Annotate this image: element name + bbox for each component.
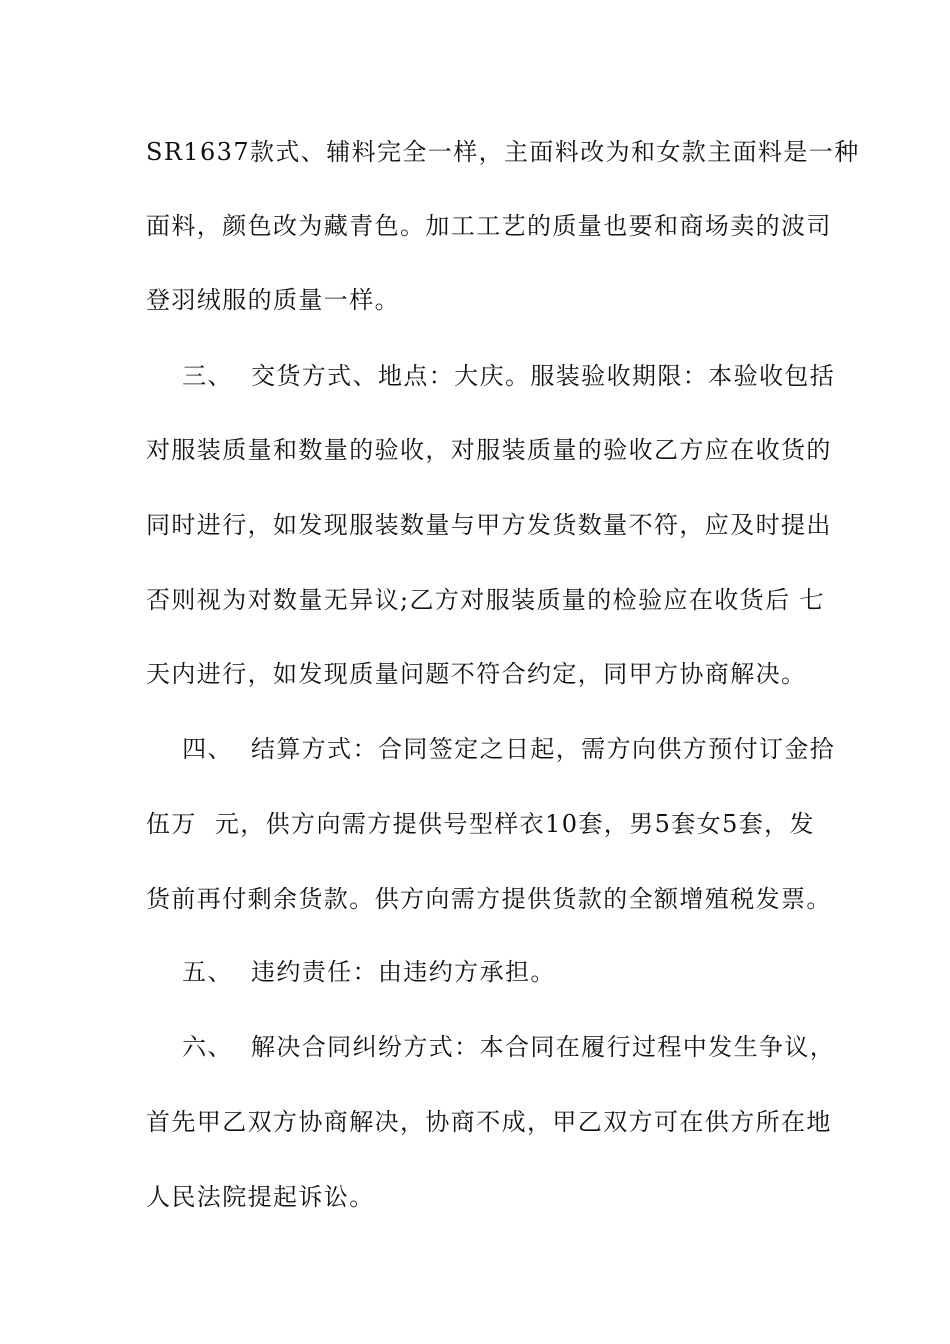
section-heading-line: 三、 交货方式、地点：大庆。服装验收期限：本验收包括 [146, 362, 836, 390]
text-line: 天内进行，如发现质量问题不符合约定，同甲方协商解决。 [146, 660, 807, 688]
section-heading-line: 四、 结算方式：合同签定之日起，需方向供方预付订金拾 [146, 735, 836, 763]
text-line: 伍万 元，供方向需方提供号型样衣10套，男5套女5套，发 [146, 810, 815, 838]
text-line: 对服装质量和数量的验收，对服装质量的验收乙方应在收货的 [146, 436, 832, 464]
text-line: 人民法院提起诉讼。 [146, 1183, 375, 1211]
section-heading-line: 六、 解决合同纠纷方式：本合同在履行过程中发生争议， [146, 1033, 836, 1061]
text-line: 同时进行，如发现服装数量与甲方发货数量不符，应及时提出 [146, 511, 832, 539]
text-line: 货前再付剩余货款。供方向需方提供货款的全额增殖税发票。 [146, 885, 832, 913]
section-heading-line: 五、 违约责任：由违约方承担。 [146, 958, 556, 986]
text-line: 否则视为对数量无异议;乙方对服装质量的检验应在收货后 七 [146, 586, 825, 614]
text-line: 面料，颜色改为藏青色。加工工艺的质量也要和商场卖的波司 [146, 212, 832, 240]
text-line: SR1637款式、辅料完全一样，主面料改为和女款主面料是一种 [146, 138, 860, 166]
text-line: 登羽绒服的质量一样。 [146, 286, 400, 314]
text-line: 首先甲乙双方协商解决，协商不成，甲乙双方可在供方所在地 [146, 1108, 832, 1136]
